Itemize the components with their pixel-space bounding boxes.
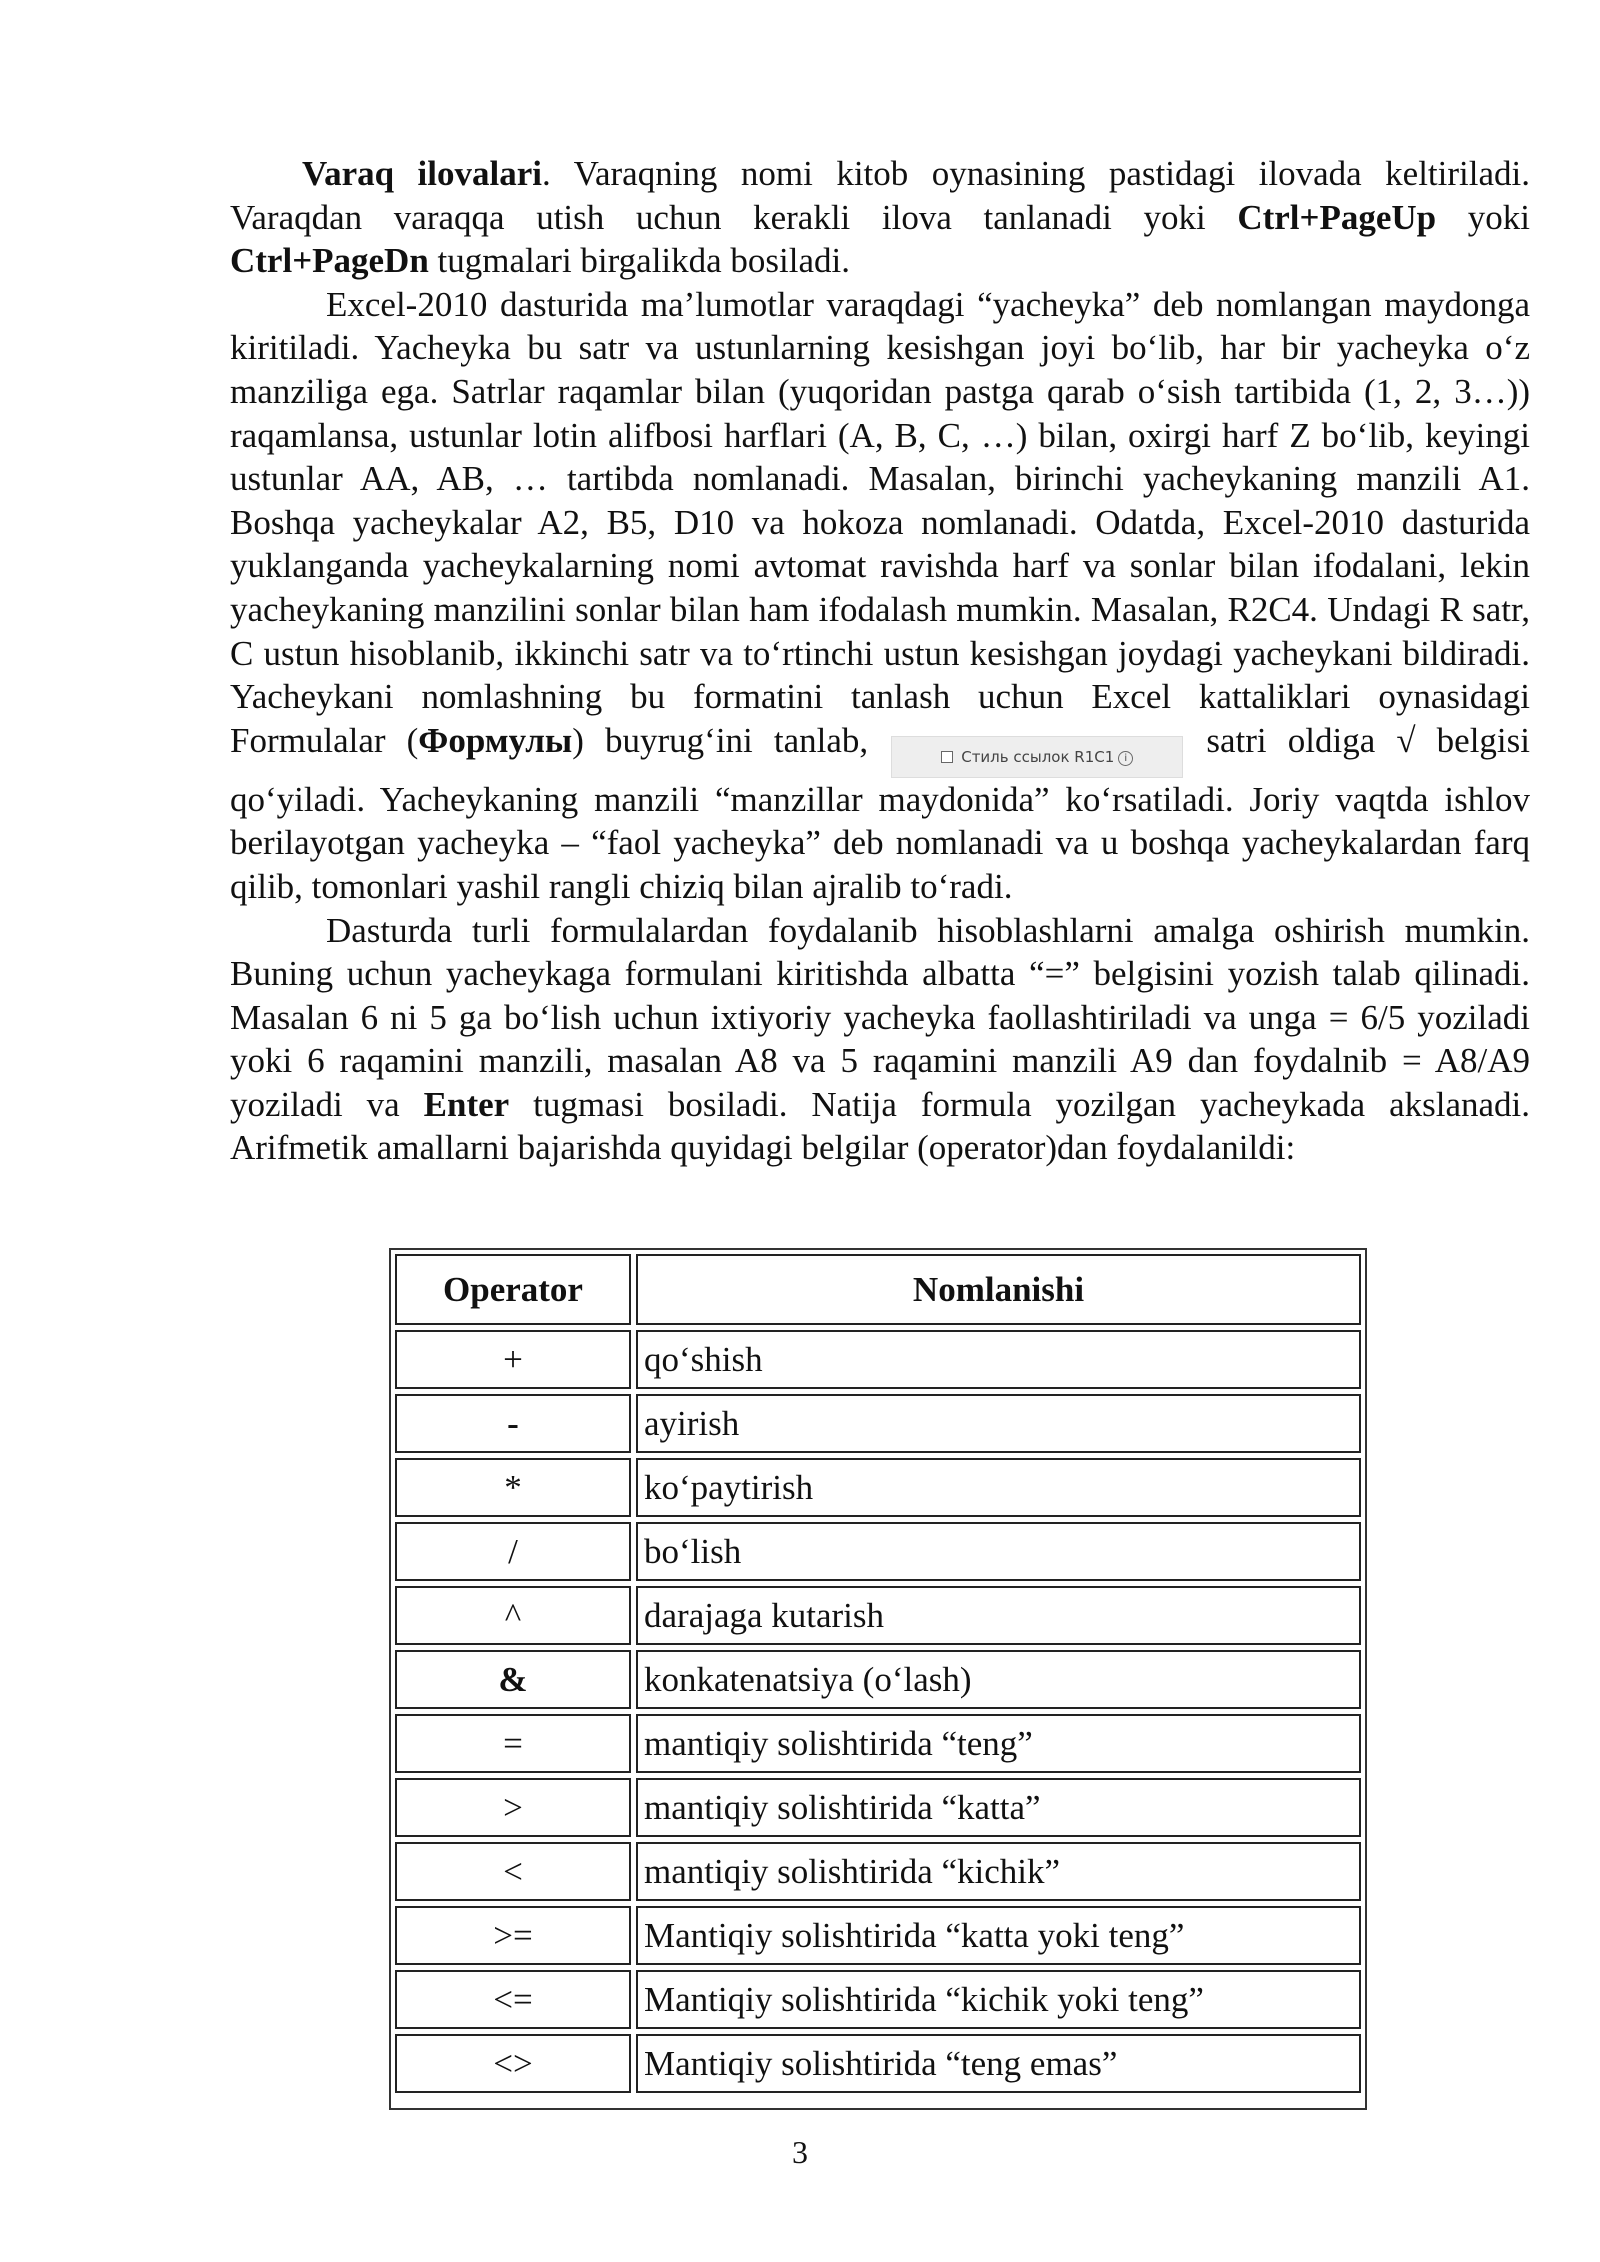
info-icon: i (1118, 751, 1133, 766)
operator-cell: / (395, 1522, 631, 1581)
table-row (395, 1522, 1361, 1581)
page-number: 3 (792, 2134, 808, 2170)
operators-table (389, 1248, 1367, 2110)
checkbox-icon (941, 751, 953, 763)
paragraph-formulalar: Dasturda turli formulalardan foydalanib hisoblashlarni amalga oshirish mumkin. Buning uchun yacheykaga formulani kiritishda albatta “=” belgisini yozish talab qilinadi. Masalan 6 ni 5 ga bo‘lish uchun ixtiyoriy yacheyka faollashtiriladi va unga = 6/5 yoziladi yoki 6 raqamini manzili, masalan A8 va 5 raqamini manzili A9 dan foydalnib = A8/A9 yoziladi va Enter tugmasi bosiladi. Natija formula yozilgan yacheykada akslanadi. Arifmetik amallarni bajarishda quyidagi belgilar (operator)dan foydalanildi: (230, 910, 1530, 1168)
operator-cell: <= (395, 1970, 631, 2029)
r1c1-checkbox-screenshot (891, 736, 1183, 778)
table-header-row (395, 1254, 1361, 1325)
operator-cell: >= (395, 1906, 631, 1965)
name-cell: mantiqiy solishtirida “katta” (636, 1778, 1361, 1837)
paragraph-yacheyka: Excel-2010 dasturida ma’lumotlar varaqdagi “yacheyka” deb nomlangan maydonga kiritiladi. Yacheyka bu satr va ustunlarning kesishgan joyi bo‘lib, har bir yacheyka o‘z manziliga ega. Satrlar raqamlar bilan (yuqoridan pastga qarab o‘sish tartibida (1, 2, 3…)) raqamlansa, ustunlar lotin alifbosi harflari (A, B, C, …) bilan, oxirgi harf Z bo‘lib, keyingi ustunlar AA, AB, … tartibda nomlanadi. Masalan, birinchi yacheykaning manzili A1. Boshqa yacheykalar A2, B5, D10 va hokoza nomlanadi. Odatda, Excel-2010 dasturida yuklanganda yacheykalarning nomi avtomat ravishda harf va sonlar bilan ifodalani, lekin yacheykaning manzilini sonlar bilan ham ifodalash mumkin. Masalan, R2C4. Undagi R satr, C ustun hisoblanib, ikkinchi satr va to‘rtinchi ustun kesishgan joydagi yacheykani bildiradi. Yacheykani nomlashning bu formatini tanlash uchun Excel kattaliklari oynasidagi Formulalar (Формулы) buyrug‘ini tanlab, Стиль ссылок R1C1 i satri oldiga √ belgisi qo‘yiladi. Yacheykaning manzili “manzillar maydonida” ko‘rsatiladi. Joriy vaqtda ishlov berilayotgan yacheyka – “faol yacheyka” deb nomlanadi va u boshqa yacheykalardan farq qilib, tomonlari yashil rangli chiziq bilan ajralib to‘radi. (230, 284, 1530, 906)
operator-cell: + (395, 1330, 631, 1389)
operator-cell: * (395, 1458, 631, 1517)
key-enter: Enter (423, 1084, 510, 1124)
operator-cell: > (395, 1778, 631, 1837)
table-row (395, 1330, 1361, 1389)
name-cell: Mantiqiy solishtirida “teng emas” (636, 2034, 1361, 2093)
operator-cell: < (395, 1842, 631, 1901)
name-cell: ko‘paytirish (636, 1458, 1361, 1517)
r1c1-label: Стиль ссылок R1C1 (961, 747, 1115, 766)
table-row (395, 1394, 1361, 1453)
operator-cell: & (395, 1650, 631, 1709)
name-cell: Mantiqiy solishtirida “katta yoki teng” (636, 1906, 1361, 1965)
table-row (395, 1970, 1361, 2029)
table-row (395, 1650, 1361, 1709)
term-formuly: Формулы (418, 720, 573, 760)
table-row (395, 2034, 1361, 2093)
name-cell: qo‘shish (636, 1330, 1361, 1389)
name-cell: mantiqiy solishtirida “teng” (636, 1714, 1361, 1773)
name-cell: konkatenatsiya (o‘lash) (636, 1650, 1361, 1709)
operator-cell: - (395, 1394, 631, 1453)
table-row (395, 1842, 1361, 1901)
shortcut-ctrl-pagedn: Ctrl+PageDn (230, 241, 429, 281)
table-row (395, 1458, 1361, 1517)
body-text (230, 152, 1530, 1170)
table-row (395, 1778, 1361, 1837)
operator-cell: ^ (395, 1586, 631, 1645)
table-row (395, 1906, 1361, 1965)
header-operator: Operator (395, 1254, 631, 1325)
header-nomlanishi: Nomlanishi (636, 1254, 1361, 1325)
operator-cell: = (395, 1714, 631, 1773)
operator-cell: <> (395, 2034, 631, 2093)
name-cell: mantiqiy solishtirida “kichik” (636, 1842, 1361, 1901)
paragraph-varaq-ilovalari: Varaq ilovalari. Varaqning nomi kitob oynasining pastidagi ilovada keltiriladi. Varaqdan varaqqa utish uchun kerakli ilova tanlanadi yoki Ctrl+PageUp yoki Ctrl+PageDn tugmalari birgalikda bosiladi. (230, 154, 1530, 281)
heading-varaq-ilovalari: Varaq ilovalari (302, 154, 542, 193)
table-row (395, 1714, 1361, 1773)
name-cell: bo‘lish (636, 1522, 1361, 1581)
name-cell: darajaga kutarish (636, 1586, 1361, 1645)
name-cell: Mantiqiy solishtirida “kichik yoki teng” (636, 1970, 1361, 2029)
table-row (395, 1586, 1361, 1645)
shortcut-ctrl-pageup: Ctrl+PageUp (1237, 197, 1437, 237)
name-cell: ayirish (636, 1394, 1361, 1453)
